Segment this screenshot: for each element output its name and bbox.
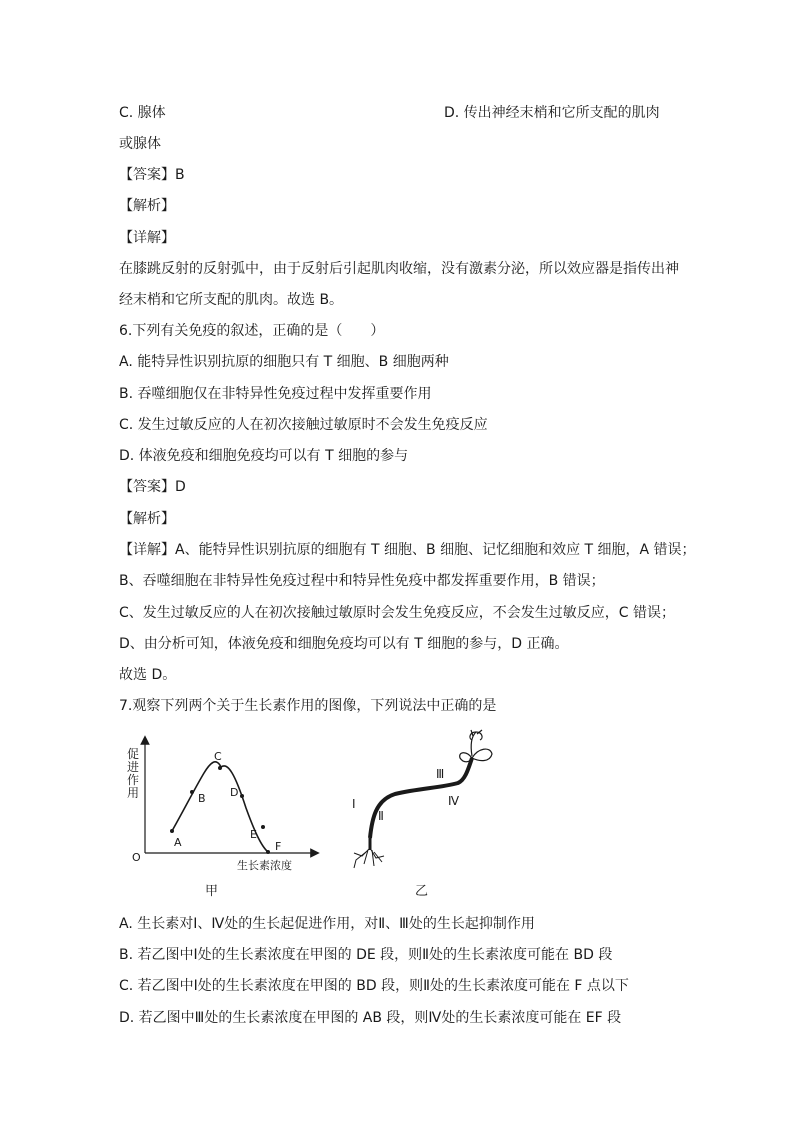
point-a [170,829,174,833]
point-e [261,825,265,829]
q6-detail-line-4: D、由分析可知，体液免疫和细胞免疫均可以有 T 细胞的参与，D 正确。 [119,636,569,652]
q5-detail-line-1: 在膝跳反射的反射弧中，由于反射后引起肌肉收缩，没有激素分泌，所以效应器是指传出神 [119,261,679,277]
q5-detail-heading: 【详解】 [119,230,175,246]
q5-option-d: D. 传出神经末梢和它所支配的肌肉 [444,105,660,121]
q7-stem: 7.观察下列两个关于生长素作用的图像，下列说法中正确的是 [119,698,497,714]
figure-yi-caption: 乙 [415,884,429,899]
origin-label: O [132,851,141,864]
q6-analysis-heading: 【解析】 [119,511,175,527]
q6-option-a: A. 能特异性识别抗原的细胞只有 T 细胞、B 细胞两种 [119,354,449,370]
label-region-iii: Ⅲ [436,767,445,781]
q6-option-c: C. 发生过敏反应的人在初次接触过敏原时不会发生免疫反应 [119,417,488,433]
root-system [354,848,384,868]
point-d [240,794,244,798]
figure-jia-caption: 甲 [205,884,219,899]
figure-jia-curve [125,730,325,890]
label-point-d: D [230,786,239,799]
label-point-c: C [214,750,222,763]
label-point-e: E [250,828,257,841]
q7-option-a: A. 生长素对Ⅰ、Ⅳ处的生长起促进作用，对Ⅱ、Ⅲ处的生长起抑制作用 [119,916,535,932]
label-point-f: F [275,840,282,853]
point-b [190,790,194,794]
figure-jia-y-axis-label: 促进作用 [127,747,140,800]
q6-option-d: D. 体液免疫和细胞免疫均可以有 T 细胞的参与 [119,448,409,464]
q6-conclusion: 故选 D。 [119,667,177,683]
q5-detail-line-2: 经末梢和它所支配的肌肉。故选 B。 [119,292,344,308]
q7-option-d: D. 若乙图中Ⅲ处的生长素浓度在甲图的 AB 段，则Ⅳ处的生长素浓度可能在 EF 段 [119,1010,622,1026]
q7-option-b: B. 若乙图中Ⅰ处的生长素浓度在甲图的 DE 段，则Ⅱ处的生长素浓度可能在 BD 段 [119,947,613,963]
q5-answer: 【答案】B [119,167,185,183]
label-point-b: B [198,792,206,805]
label-region-iv: Ⅳ [448,794,460,808]
q5-analysis-heading: 【解析】 [119,198,175,214]
q6-detail-line-3: C、发生过敏反应的人在初次接触过敏原时会发生免疫反应，不会发生过敏反应，C 错误； [119,605,675,621]
point-c [218,766,222,770]
q6-detail-line-2: B、吞噬细胞在非特异性免疫过程中和特异性免疫中都发挥重要作用，B 错误； [119,573,605,589]
q7-option-c: C. 若乙图中Ⅰ处的生长素浓度在甲图的 BD 段，则Ⅱ处的生长素浓度可能在 F 点以下 [119,978,629,994]
label-point-a: A [174,836,182,849]
label-region-i: Ⅰ [352,797,356,811]
q6-answer: 【答案】D [119,479,186,495]
label-region-ii: Ⅱ [378,809,384,823]
leaves [460,730,492,762]
point-f [266,850,270,854]
q5-option-d-continued: 或腺体 [119,136,161,152]
q5-option-c: C. 腺体 [119,105,166,121]
q6-detail-line-1: 【详解】A、能特异性识别抗原的细胞有 T 细胞、B 细胞、记忆细胞和效应 T 细胞，A 错误； [119,542,696,558]
q6-stem: 6.下列有关免疫的叙述，正确的是（ ） [119,323,385,339]
x-axis-label: 生长素浓度 [237,859,292,872]
q6-option-b: B. 吞噬细胞仅在非特异性免疫过程中发挥重要作用 [119,386,432,402]
figure-yi-seedling [340,728,510,878]
